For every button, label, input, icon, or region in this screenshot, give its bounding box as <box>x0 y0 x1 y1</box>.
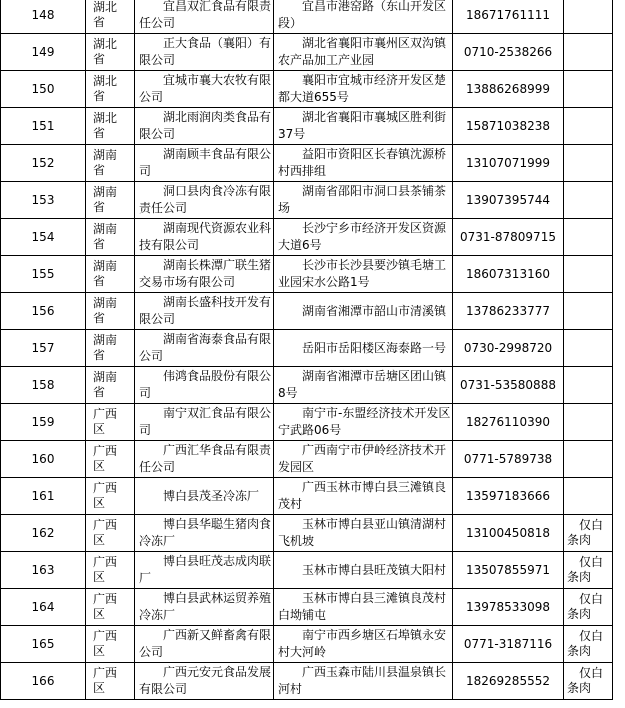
table-row <box>1 0 613 34</box>
company-name-cell-text: 宜昌双汇食品有限责任公司 <box>139 0 272 30</box>
address-cell-text: 湖南省邵阳市洞口县茶铺茶场 <box>278 184 447 215</box>
province-cell <box>86 71 135 108</box>
company-name-cell <box>135 663 274 700</box>
phone-cell: 0710-2538266 <box>453 34 564 71</box>
province-cell <box>86 293 135 330</box>
row-number-cell: 166 <box>1 663 86 700</box>
province-cell <box>86 219 135 256</box>
note-cell <box>564 108 613 145</box>
note-cell <box>564 404 613 441</box>
province-cell <box>86 663 135 700</box>
row-number-cell: 153 <box>1 182 86 219</box>
province-cell <box>86 515 135 552</box>
table-row <box>1 293 613 330</box>
address-cell <box>274 663 453 700</box>
address-cell <box>274 108 453 145</box>
table-row <box>1 626 613 663</box>
province-cell-text: 广西区 <box>93 444 118 473</box>
address-cell <box>274 145 453 182</box>
address-cell-text: 广西玉森市陆川县温泉镇长河村 <box>278 665 447 696</box>
province-cell <box>86 145 135 182</box>
row-number-cell: 162 <box>1 515 86 552</box>
address-cell <box>274 367 453 404</box>
province-cell-text: 湖北省 <box>93 74 118 103</box>
address-cell <box>274 256 453 293</box>
note-cell-text: 仅白条肉 <box>567 629 604 658</box>
address-cell <box>274 626 453 663</box>
company-name-cell <box>135 441 274 478</box>
address-cell-text: 益阳市资阳区长春镇沈源桥村西排组 <box>278 147 447 178</box>
table-row <box>1 256 613 293</box>
province-cell-text: 湖北省 <box>93 0 118 29</box>
note-cell <box>564 367 613 404</box>
address-cell <box>274 404 453 441</box>
province-cell <box>86 34 135 71</box>
phone-cell: 0731-87809715 <box>453 219 564 256</box>
note-cell <box>564 182 613 219</box>
company-name-cell-text: 宜城市襄大农牧有限公司 <box>139 73 272 104</box>
province-cell-text: 广西区 <box>93 629 118 658</box>
note-cell-text: 仅白条肉 <box>567 666 604 695</box>
note-cell <box>564 34 613 71</box>
table-row <box>1 404 613 441</box>
note-cell <box>564 330 613 367</box>
province-cell-text: 广西区 <box>93 407 118 436</box>
company-name-cell <box>135 34 274 71</box>
company-name-cell-text: 广西汇华食品有限责任公司 <box>139 443 272 474</box>
phone-cell: 13786233777 <box>453 293 564 330</box>
province-cell <box>86 441 135 478</box>
table-row <box>1 145 613 182</box>
address-cell-text: 湖南省湘潭市韶山市清溪镇 <box>302 303 447 318</box>
company-name-cell-text: 南宁双汇食品有限公司 <box>139 406 272 437</box>
note-cell <box>564 552 613 589</box>
address-cell-text: 岳阳市岳阳楼区海泰路一号 <box>302 340 447 355</box>
row-number-cell: 150 <box>1 71 86 108</box>
row-number-cell: 154 <box>1 219 86 256</box>
province-cell <box>86 367 135 404</box>
address-cell <box>274 0 453 34</box>
note-cell <box>564 256 613 293</box>
company-name-cell-text: 湖南现代资源农业科技有限公司 <box>139 221 272 252</box>
address-cell <box>274 552 453 589</box>
address-cell <box>274 219 453 256</box>
phone-cell: 0771-3187116 <box>453 626 564 663</box>
address-cell-text: 长沙市长沙县要沙镇毛塘工业园宋水公路1号 <box>278 258 447 289</box>
phone-cell: 18269285552 <box>453 663 564 700</box>
table-row <box>1 71 613 108</box>
note-cell <box>564 219 613 256</box>
company-name-cell-text: 正大食品（襄阳）有限公司 <box>139 36 272 67</box>
note-cell <box>564 145 613 182</box>
address-cell <box>274 441 453 478</box>
note-cell <box>564 478 613 515</box>
province-cell <box>86 256 135 293</box>
row-number-cell: 151 <box>1 108 86 145</box>
row-number-cell: 159 <box>1 404 86 441</box>
note-cell <box>564 293 613 330</box>
note-cell <box>564 441 613 478</box>
company-name-cell-text: 广西元安元食品发展有限公司 <box>139 665 272 696</box>
phone-cell: 18671761111 <box>453 0 564 34</box>
company-name-cell <box>135 367 274 404</box>
company-name-cell-text: 湖南长盛科技开发有限公司 <box>139 295 272 326</box>
province-cell-text: 广西区 <box>93 518 118 547</box>
address-cell-text: 玉林市博白县旺茂镇大阳村 <box>302 562 447 577</box>
table-row <box>1 34 613 71</box>
province-cell-text: 湖北省 <box>93 37 118 66</box>
company-name-cell <box>135 71 274 108</box>
company-name-cell <box>135 145 274 182</box>
company-name-cell <box>135 589 274 626</box>
address-cell-text: 襄阳市宜城市经济开发区楚都大道655号 <box>278 73 447 104</box>
province-cell-text: 湖南省 <box>93 296 118 325</box>
company-name-cell-text: 湖南顾丰食品有限公司 <box>139 147 272 178</box>
table-row <box>1 663 613 700</box>
address-cell <box>274 182 453 219</box>
address-cell <box>274 478 453 515</box>
address-cell-text: 南宁市-东盟经济技术开发区宁武路06号 <box>278 406 451 437</box>
phone-cell: 13886268999 <box>453 71 564 108</box>
table-row <box>1 182 613 219</box>
row-number-cell: 157 <box>1 330 86 367</box>
row-number-cell: 164 <box>1 589 86 626</box>
company-name-cell-text: 广西新又鲜畜禽有限公司 <box>139 628 272 659</box>
row-number-cell: 149 <box>1 34 86 71</box>
company-name-cell-text: 博白县旺茂志成肉联厂 <box>139 554 272 585</box>
row-number-cell: 161 <box>1 478 86 515</box>
phone-cell: 15871038238 <box>453 108 564 145</box>
note-cell-text: 仅白条肉 <box>567 518 604 547</box>
phone-cell: 13907395744 <box>453 182 564 219</box>
table-body <box>1 0 613 700</box>
phone-cell: 0731-53580888 <box>453 367 564 404</box>
note-cell <box>564 626 613 663</box>
address-cell-text: 长沙宁乡市经济开发区资源大道6号 <box>278 221 447 252</box>
address-cell-text: 宜昌市港窑路（东山开发区段） <box>278 0 447 30</box>
phone-cell: 13100450818 <box>453 515 564 552</box>
note-cell-text: 仅白条肉 <box>567 592 604 621</box>
note-cell <box>564 515 613 552</box>
table-row <box>1 330 613 367</box>
phone-cell: 13597183666 <box>453 478 564 515</box>
address-cell-text: 广西玉林市博白县三滩镇良茂村 <box>278 480 447 511</box>
province-cell <box>86 182 135 219</box>
province-cell-text: 广西区 <box>93 481 118 510</box>
row-number-cell: 163 <box>1 552 86 589</box>
address-cell <box>274 515 453 552</box>
company-name-cell <box>135 330 274 367</box>
company-name-cell <box>135 293 274 330</box>
province-cell <box>86 330 135 367</box>
company-name-cell-text: 伟鸿食品股份有限公司 <box>139 369 272 400</box>
address-cell <box>274 330 453 367</box>
province-cell-text: 广西区 <box>93 555 118 584</box>
address-cell <box>274 293 453 330</box>
address-cell-text: 玉林市博白县亚山镇清湖村飞机坡 <box>278 517 447 548</box>
company-name-cell-text: 湖南省海泰食品有限公司 <box>139 332 272 363</box>
row-number-cell: 156 <box>1 293 86 330</box>
table-row <box>1 589 613 626</box>
province-cell-text: 广西区 <box>93 592 118 621</box>
province-cell <box>86 589 135 626</box>
province-cell-text: 湖南省 <box>93 259 118 288</box>
row-number-cell: 160 <box>1 441 86 478</box>
company-name-cell <box>135 182 274 219</box>
province-cell <box>86 552 135 589</box>
phone-cell: 0730-2998720 <box>453 330 564 367</box>
note-cell-text: 仅白条肉 <box>567 555 604 584</box>
note-cell <box>564 0 613 34</box>
address-cell <box>274 71 453 108</box>
province-cell <box>86 108 135 145</box>
province-cell-text: 湖南省 <box>93 148 118 177</box>
table-row <box>1 108 613 145</box>
address-cell-text: 广西南宁市伊岭经济技术开发园区 <box>278 443 447 474</box>
table-row <box>1 441 613 478</box>
table-row <box>1 219 613 256</box>
row-number-cell: 158 <box>1 367 86 404</box>
company-name-cell <box>135 108 274 145</box>
province-cell <box>86 0 135 34</box>
phone-cell: 13507855971 <box>453 552 564 589</box>
company-name-cell <box>135 404 274 441</box>
province-cell <box>86 626 135 663</box>
company-name-cell <box>135 219 274 256</box>
row-number-cell: 148 <box>1 0 86 34</box>
company-name-cell <box>135 0 274 34</box>
company-name-cell-text: 博白县武林运贸养殖冷冻厂 <box>139 591 272 622</box>
company-name-cell-text: 博白县茂圣冷冻厂 <box>163 488 260 503</box>
table-row <box>1 552 613 589</box>
company-name-cell <box>135 552 274 589</box>
company-name-cell <box>135 478 274 515</box>
row-number-cell: 155 <box>1 256 86 293</box>
company-name-cell-text: 湖北雨润肉类食品有限公司 <box>139 110 272 141</box>
phone-cell: 13107071999 <box>453 145 564 182</box>
table-row <box>1 478 613 515</box>
note-cell <box>564 589 613 626</box>
note-cell <box>564 71 613 108</box>
company-name-cell <box>135 626 274 663</box>
address-cell-text: 南宁市西乡塘区石埠镇永安村大河岭 <box>278 628 447 659</box>
table-row <box>1 367 613 404</box>
province-cell-text: 湖南省 <box>93 333 118 362</box>
company-name-cell <box>135 256 274 293</box>
province-cell-text: 广西区 <box>93 666 118 695</box>
table-row <box>1 515 613 552</box>
address-cell-text: 湖北省襄阳市襄州区双沟镇农产品加工产业园 <box>278 36 447 67</box>
province-cell <box>86 478 135 515</box>
province-cell-text: 湖南省 <box>93 185 118 214</box>
phone-cell: 13978533098 <box>453 589 564 626</box>
company-name-cell-text: 湖南长株潭广联生猪交易市场有限公司 <box>139 258 272 289</box>
province-cell-text: 湖南省 <box>93 222 118 251</box>
address-cell <box>274 34 453 71</box>
province-cell-text: 湖北省 <box>93 111 118 140</box>
company-name-cell <box>135 515 274 552</box>
address-cell <box>274 589 453 626</box>
phone-cell: 0771-5789738 <box>453 441 564 478</box>
address-cell-text: 玉林市博白县三滩镇良茂村白坳铺屯 <box>278 591 447 622</box>
phone-cell: 18276110390 <box>453 404 564 441</box>
row-number-cell: 165 <box>1 626 86 663</box>
address-cell-text: 湖北省襄阳市襄城区胜利街37号 <box>278 110 447 141</box>
province-cell-text: 湖南省 <box>93 370 118 399</box>
company-name-cell-text: 博白县华聪生猪肉食冷冻厂 <box>139 517 272 548</box>
phone-cell: 18607313160 <box>453 256 564 293</box>
note-cell <box>564 663 613 700</box>
company-name-cell-text: 洞口县肉食冷冻有限责任公司 <box>139 184 272 215</box>
row-number-cell: 152 <box>1 145 86 182</box>
address-cell-text: 湖南省湘潭市岳塘区团山镇8号 <box>278 369 447 400</box>
province-cell <box>86 404 135 441</box>
